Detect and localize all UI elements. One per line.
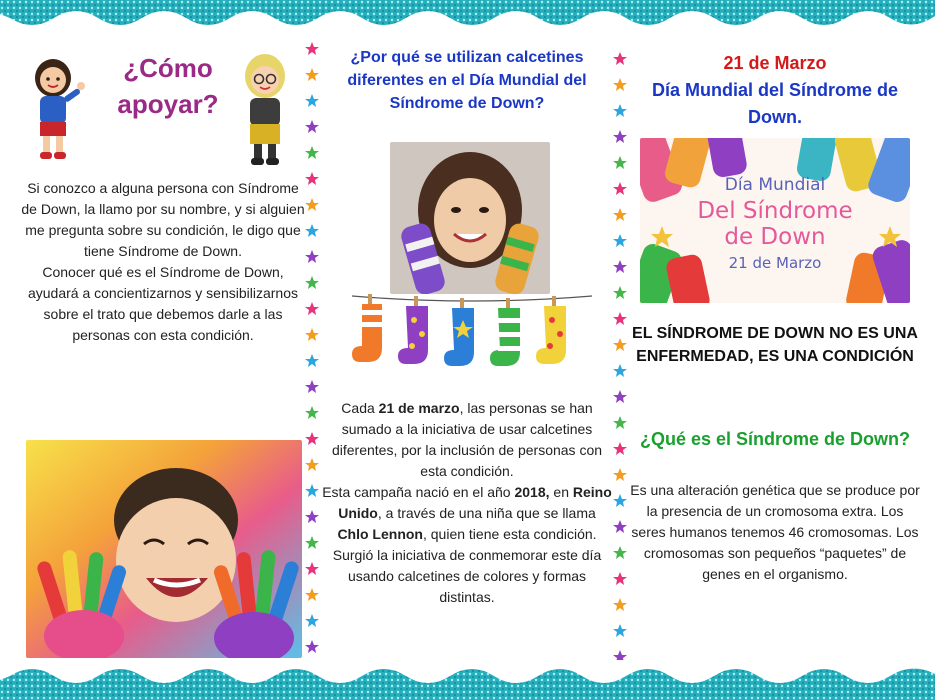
right-panel [630,40,920,660]
middle-body [322,398,612,608]
woman-character-illustration [230,50,300,168]
highlight-country: Reino Unido [338,484,612,521]
left-paragraph-1: Si conozco a alguna persona con Síndrome de Down, la llamo por su nombre, y si alguien me pregunta sobre su condición, le digo que tiene Síndrome de Down. [21,180,305,259]
left-paragraph-2: Conocer qué es el Síndrome de Down, ayudará a concientizarnos y sensibilizarnos sobre el trato que debemos darle a las personas con esta condición. [27,264,299,343]
answer-text: Es una alteración genética que se produce por la presencia de un cromosoma extra. Los seres humanos tenemos 46 cromosomas. Los cromosomas son pequeños “paquetes” de genes en el organismo. [630,482,920,582]
bottom-glitter-border [0,660,935,700]
middle-panel [322,40,612,660]
banner-line-2: Del Síndrome [697,198,853,224]
top-glitter-border [0,0,935,40]
right-date: 21 de Marzo [723,53,827,73]
left-panel [18,40,308,660]
main-statement: EL SÍNDROME DE DOWN NO ES UNA ENFERMEDAD, ES UNA CONDICIÓN [632,325,918,365]
middle-title: ¿Por qué se utilizan calcetines diferentes en el Día Mundial del Síndrome de Down? [347,49,587,112]
middle-paragraph-1: Cada 21 de marzo, las personas se han sumado a la iniciativa de usar calcetines diferentes, por la inclusión de personas con esta condición. [331,400,603,479]
middle-paragraph-2: Esta campaña nació en el año 2018, en Reino Unido, a través de una niña que se llama Chlo Lennon, quien tiene esta condición. [322,484,612,542]
banner-line-1: Día Mundial [724,175,826,195]
child-painted-hands-photo [26,440,302,658]
right-title [630,50,920,131]
girl-with-socks-photo [390,142,550,294]
highlight-year: 2018, [514,484,550,500]
middle-paragraph-3: Surgió la iniciativa de conmemorar este día usando calcetines de colores y formas distintas. [332,547,602,605]
right-heading: Día Mundial del Síndrome de Down. [651,80,899,127]
highlight-date: 21 de marzo [378,400,460,416]
left-title: ¿Cómo apoyar? [117,53,219,119]
star-divider-right [612,40,628,660]
highlight-name: Chlo Lennon [337,526,423,542]
girl-character-illustration [23,54,93,164]
left-body [18,178,308,346]
world-day-banner [640,138,910,303]
banner-line-3: de Down [724,224,826,250]
hanging-socks-illustration [352,290,592,390]
question-heading: ¿Qué es el Síndrome de Down? [639,429,911,449]
banner-line-4: 21 de Marzo [728,254,822,272]
